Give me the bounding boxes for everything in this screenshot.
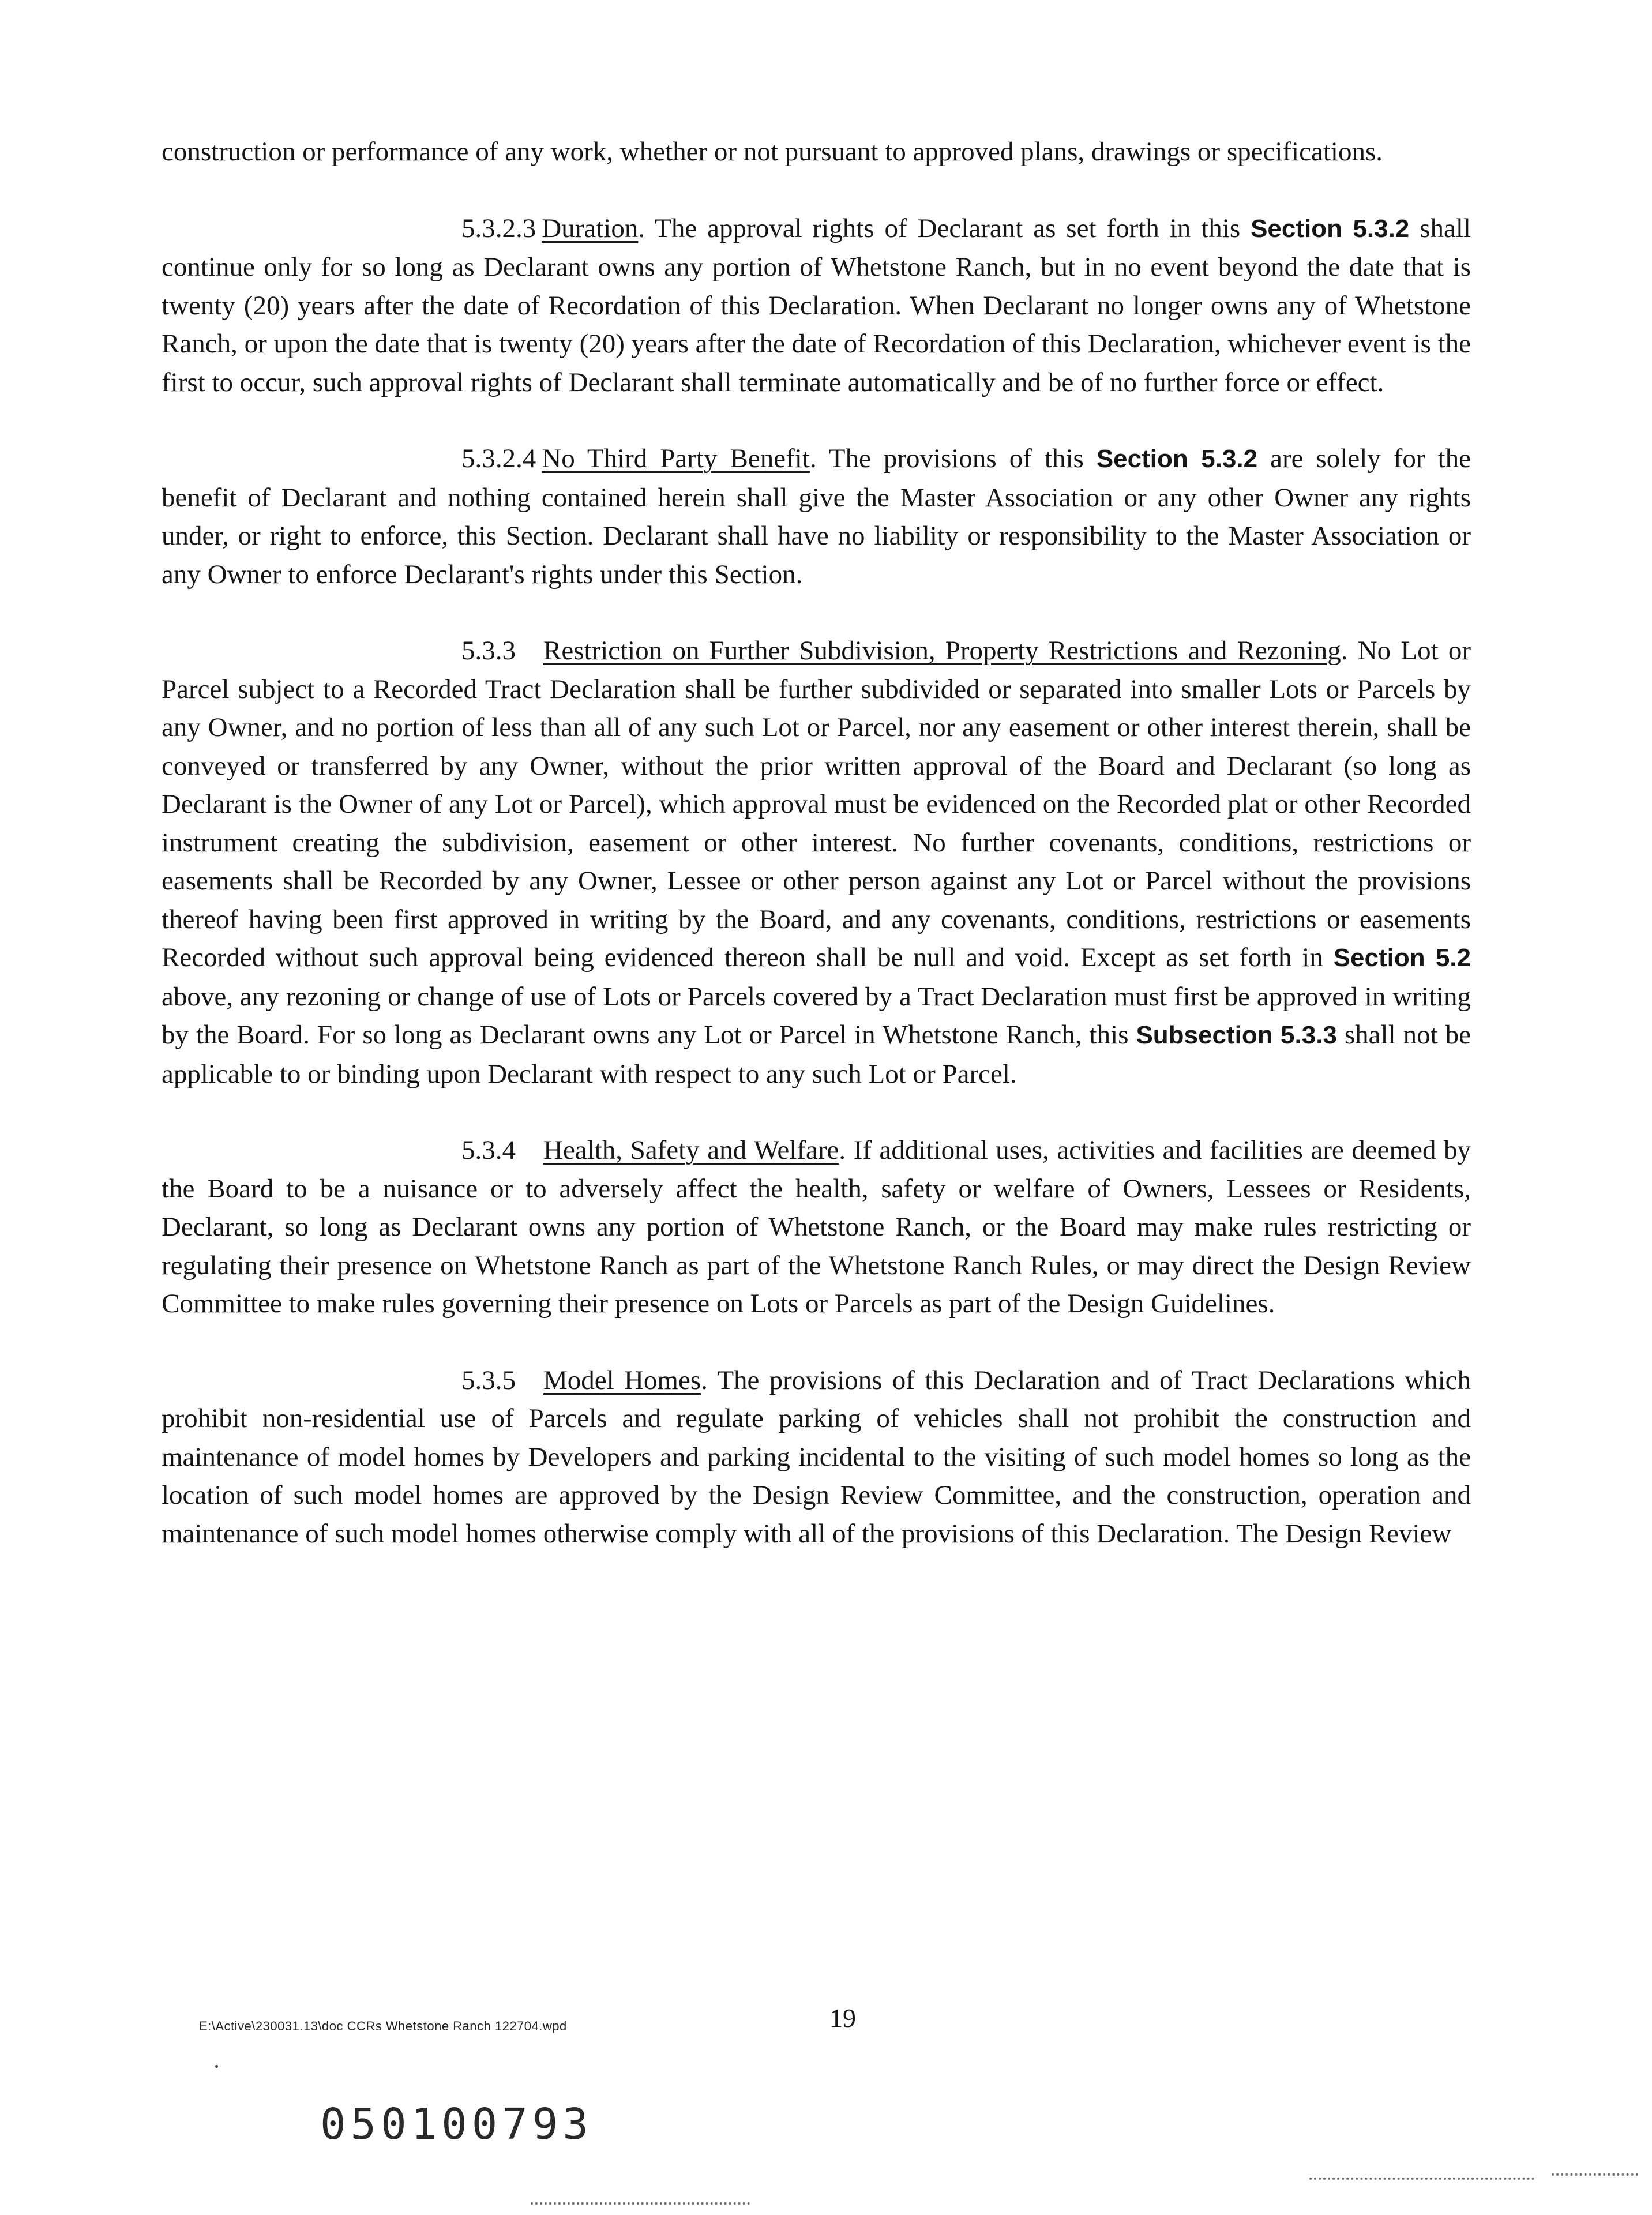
continuation-text: construction or performance of any work, whether or not pursuant to approved plans, drawings or specifications. [162,137,1383,167]
section-reference: Section 5.2 [1333,944,1471,972]
section-number: 5.3.2.4 [461,444,536,474]
continuation-paragraph [162,133,1471,171]
scan-artifact-line [1552,2173,1638,2176]
scan-artifact-line [1309,2178,1534,2180]
section-5-3-4: 5.3.4 Health, Safety and Welfare. If additional uses, activities and facilities are deemed by the Board to be a nuisance or to adversely affect the health, safety or welfare of Owners, Lessees or Residents, Declarant, so long as Declarant owns any portion of Whetstone Ranch, or the Board may make rules restricting or regulating their presence on Whetstone Ranch as part of the Whetstone Ranch Rules, or may direct the Design Review Committee to make rules governing their presence on Lots or Parcels as part of the Design Guidelines. [162,1135,1471,1319]
footer-file-path: E:\Active\230031.13\doc CCRs Whetstone Ranch 122704.wpd [199,2019,567,2033]
scan-artifact-line [531,2202,750,2205]
section-5-3-5: 5.3.5 Model Homes. The provisions of this Declaration and of Tract Declarations which prohibit non-residential use of Parcels and regulate parking of vehicles shall not prohibit the construction and maintenance of model homes by Developers and parking incidental to the visiting of such model homes so long as the location of such model homes are approved by the Design Review Committee, and the construction, operation and maintenance of such model homes otherwise comply with all of the provisions of this Declaration. The Design Review [162,1365,1471,1549]
section-caption: Restriction on Further Subdivision, Property Restrictions and Rezoning [543,636,1341,666]
section-text: above, any rezoning or change of use of Lots or Parcels covered by a Tract Declaration must first be approved in writing by the Board. For so long as Declarant owns any Lot or Parcel in Whetstone Ranch, this [162,981,1471,1050]
section-reference: Section 5.3.2 [1096,445,1258,473]
section-text: are solely for the benefit of Declarant and nothing contained herein shall give the Master Association or any other Owner any rights under, or right to enforce, this Section. Declarant shall have no liability or responsibility to the Master Association or any Owner to enforce Declarant's rights under this Section. [162,444,1471,590]
section-text: The provisions of this [828,444,1084,474]
section-text: The approval rights of Declarant as set forth in this [655,213,1241,243]
section-number: 5.3.5 [461,1365,516,1395]
section-caption: Duration [542,213,639,243]
section-text: The provisions of this Declaration and of Tract Declarations which prohibit non-residential use of Parcels and regulate parking of vehicles shall not prohibit the construction and maintenance of model homes by Developers and parking incidental to the visiting of such model homes so long as the location of such model homes are approved by the Design Review Committee, and the construction, operation and maintenance of such model homes otherwise comply with all of the provisions of this Declaration. The Design Review [162,1365,1471,1549]
section-reference: Subsection 5.3.3 [1136,1021,1337,1049]
section-caption: Health, Safety and Welfare [543,1135,839,1165]
section-text: If additional uses, activities and facilities are deemed by the Board to be a nuisance or to adversely affect the health, safety or welfare of Owners, Lessees or Residents, Declarant, so long as Declarant owns any portion of Whetstone Ranch, or the Board may make rules restricting or regulating their presence on Whetstone Ranch as part of the Whetstone Ranch Rules, or may direct the Design Review Committee to make rules governing their presence on Lots or Parcels as part of the Design Guidelines. [162,1135,1471,1319]
section-5-3-2-4: 5.3.2.4 No Third Party Benefit. The provisions of this Section 5.3.2 are solely for the benefit of Declarant and nothing contained herein shall give the Master Association or any other Owner any rights under, or right to enforce, this Section. Declarant shall have no liability or responsibility to the Master Association or any Owner to enforce Declarant's rights under this Section. [162,444,1471,590]
section-reference: Section 5.3.2 [1251,214,1410,243]
section-5-3-2-3: 5.3.2.3 Duration. The approval rights of Declarant as set forth in this Section 5.3.2 shall continue only for so long as Declarant owns any portion of Whetstone Ranch, but in no event beyond the date that is twenty (20) years after the date of Recordation of this Declaration. When Declarant no longer owns any of Whetstone Ranch, or upon the date that is twenty (20) years after the date of Recordation of this Declaration, whichever event is the first to occur, such approval rights of Declarant shall terminate automatically and be of no further force or effect. [162,213,1471,397]
section-number: 5.3.4 [461,1135,516,1165]
section-number: 5.3.2.3 [461,213,536,243]
document-body [162,133,1471,1591]
scan-speck [215,2065,218,2068]
recording-number: 050100793 [320,2100,593,2149]
section-text: shall not be applicable to or binding upon Declarant with respect to any such Lot or Parcel. [162,1020,1471,1089]
section-text: shall continue only for so long as Declarant owns any portion of Whetstone Ranch, but in no event beyond the date that is twenty (20) years after the date of Recordation of this Declaration. When Declarant no longer owns any of Whetstone Ranch, or upon the date that is twenty (20) years after the date of Recordation of this Declaration, whichever event is the first to occur, such approval rights of Declarant shall terminate automatically and be of no further force or effect. [162,213,1471,397]
section-caption: No Third Party Benefit [542,444,810,474]
section-number: 5.3.3 [461,636,516,666]
page-number: 19 [829,2003,856,2033]
section-caption: Model Homes [543,1365,701,1395]
section-5-3-3: 5.3.3 Restriction on Further Subdivision, Property Restrictions and Rezoning. No Lot or Parcel subject to a Recorded Tract Declaration shall be further subdivided or separated into smaller Lots or Parcels by any Owner, and no portion of less than all of any such Lot or Parcel, nor any easement or other interest therein, shall be conveyed or transferred by any Owner, without the prior written approval of the Board and Declarant (so long as Declarant is the Owner of any Lot or Parcel), which approval must be evidenced on the Recorded plat or other Recorded instrument creating the subdivision, easement or other interest. No further covenants, conditions, restrictions or easements shall be Recorded by any Owner, Lessee or other person against any Lot or Parcel without the provisions thereof having been first approved in writing by the Board, and any covenants, conditions, restrictions or easements Recorded without such approval being evidenced thereon shall be null and void. Except as set forth in Section 5.2 above, any rezoning or change of use of Lots or Parcels covered by a Tract Declaration must first be approved in writing by the Board. For so long as Declarant owns any Lot or Parcel in Whetstone Ranch, this Subsection 5.3.3 shall not be applicable to or binding upon Declarant with respect to any such Lot or Parcel. [162,636,1471,1089]
section-text: No Lot or Parcel subject to a Recorded Tract Declaration shall be further subdivided or separated into smaller Lots or Parcels by any Owner, and no portion of less than all of any such Lot or Parcel, nor any easement or other interest therein, shall be conveyed or transferred by any Owner, without the prior written approval of the Board and Declarant (so long as Declarant is the Owner of any Lot or Parcel), which approval must be evidenced on the Recorded plat or other Recorded instrument creating the subdivision, easement or other interest. No further covenants, conditions, restrictions or easements shall be Recorded by any Owner, Lessee or other person against any Lot or Parcel without the provisions thereof having been first approved in writing by the Board, and any covenants, conditions, restrictions or easements Recorded without such approval being evidenced thereon shall be null and void. Except as set forth in [162,636,1471,973]
